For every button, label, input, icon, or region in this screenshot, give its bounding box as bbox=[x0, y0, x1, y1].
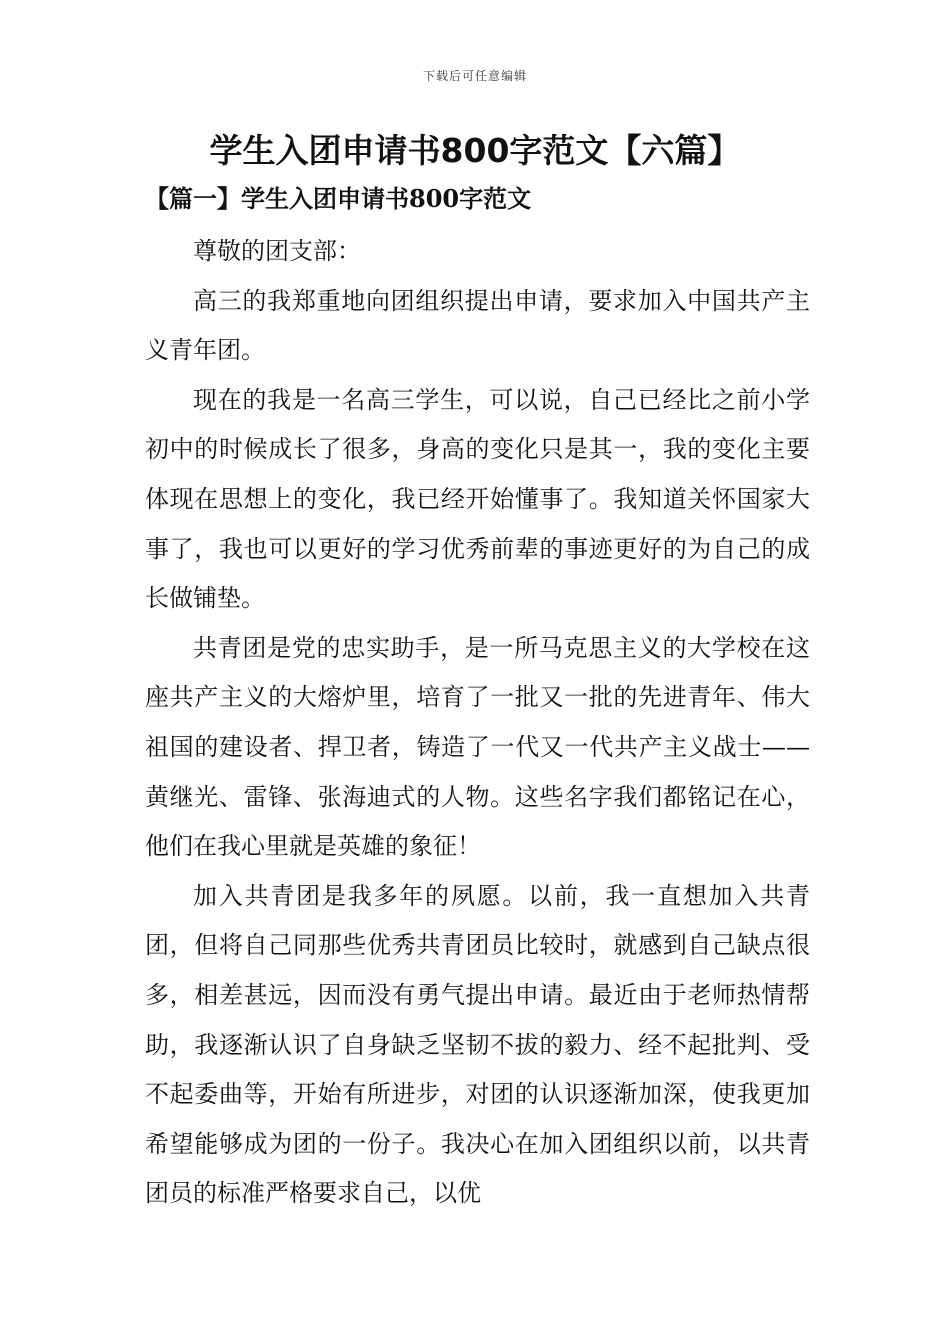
body-paragraph: 共青团是党的忠实助手，是一所马克思主义的大学校在这座共产主义的大熔炉里，培育了一批又一批的先进青年、伟大祖国的建设者、捍卫者，铸造了一代又一代共产主义战士——黄继光、雷锋、张海迪式的人物。这些名字我们都铭记在心，他们在我心里就是英雄的象征！ bbox=[145, 633, 810, 861]
section-heading: 【篇一】学生入团申请书800字范文 bbox=[145, 184, 532, 213]
salutation-paragraph: 尊敬的团支部： bbox=[193, 237, 361, 265]
body-paragraph: 高三的我郑重地向团组织提出申请，要求加入中国共产主义青年团。 bbox=[145, 286, 810, 365]
body-paragraph: 加入共青团是我多年的夙愿。以前，我一直想加入共青团，但将自己同那些优秀共青团员比较时，就感到自己缺点很多，相差甚远，因而没有勇气提出申请。最近由于老师热情帮助，我逐渐认识了自身缺乏坚韧不拔的毅力、经不起批判、受不起委曲等，开始有所进步，对团的认识逐渐加深，使我更加希望能够成为团的一份子。我决心在加入团组织以前，以共青团员的标准严格要求自己，以优 bbox=[145, 881, 810, 1208]
document-title: 学生入团申请书800字范文【六篇】 bbox=[209, 131, 741, 170]
body-paragraph: 现在的我是一名高三学生，可以说，自己已经比之前小学初中的时候成长了很多，身高的变化只是其一，我的变化主要体现在思想上的变化，我已经开始懂事了。我知道关怀国家大事了，我也可以更好的学习优秀前辈的事迹更好的为自己的成长做铺垫。 bbox=[145, 385, 810, 613]
header-note: 下载后可任意编辑 bbox=[422, 69, 527, 83]
document-body bbox=[145, 227, 810, 1219]
